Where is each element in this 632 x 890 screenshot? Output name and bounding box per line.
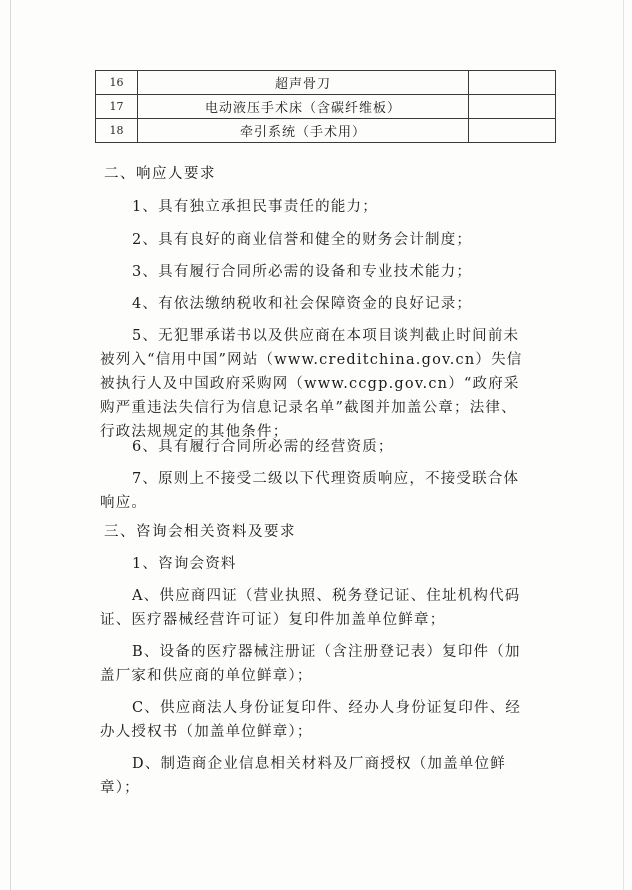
page-right-edge (623, 0, 624, 890)
consultation-sub-heading: 1、咨询会资料 (132, 556, 237, 572)
row-number: 18 (96, 119, 138, 143)
requirement-item-4: 4、有依法缴纳税收和社会保障资金的良好记录； (132, 296, 473, 312)
row-extra-cell (469, 95, 556, 119)
table-row (96, 71, 556, 95)
page-left-edge (10, 0, 11, 890)
row-extra-cell (469, 119, 556, 143)
equipment-name: 超声骨刀 (138, 71, 469, 95)
material-item-a: A、供应商四证（营业执照、税务登记证、住址机构代码证、医疗器械经营许可证）复印件加盖单位鲜章； (100, 588, 521, 628)
table-row (96, 119, 556, 143)
section-heading-consultation-materials: 三、咨询会相关资料及要求 (104, 524, 296, 540)
row-extra-cell (469, 71, 556, 95)
row-number: 16 (96, 71, 138, 95)
table-row (96, 95, 556, 119)
requirement-item-1: 1、具有独立承担民事责任的能力； (132, 199, 378, 215)
material-item-d: D、制造商企业信息相关材料及厂商授权（加盖单位鲜章）； (100, 756, 506, 796)
section-heading-respondent-requirements: 二、响应人要求 (104, 166, 216, 182)
requirement-item-2: 2、具有良好的商业信誉和健全的财务会计制度； (132, 232, 473, 248)
equipment-name: 牵引系统（手术用） (138, 119, 469, 143)
equipment-table (95, 70, 556, 143)
material-item-b: B、设备的医疗器械注册证（含注册登记表）复印件（加盖厂家和供应商的单位鲜章）； (100, 644, 521, 684)
requirement-item-6: 6、具有履行合同所必需的经营资质； (132, 439, 394, 455)
requirement-item-7: 7、原则上不接受二级以下代理资质响应，不接受联合体响应。 (100, 471, 520, 511)
requirement-item-5: 5、无犯罪承诺书以及供应商在本项目谈判截止时间前未被列入“信用中国”网站（www.creditchina.gov.cn）失信被执行人及中国政府采购网（www.ccgp.gov.cn）“政府采购严重违法失信行为信息记录名单”截图并加盖公章；法律、行政法规规定的其他条件； (100, 328, 523, 440)
material-item-c: C、供应商法人身份证复印件、经办人身份证复印件、经办人授权书（加盖单位鲜章）； (100, 700, 522, 740)
row-number: 17 (96, 95, 138, 119)
equipment-name: 电动液压手术床（含碳纤维板） (138, 95, 469, 119)
requirement-item-3: 3、具有履行合同所必需的设备和专业技术能力； (132, 264, 473, 280)
